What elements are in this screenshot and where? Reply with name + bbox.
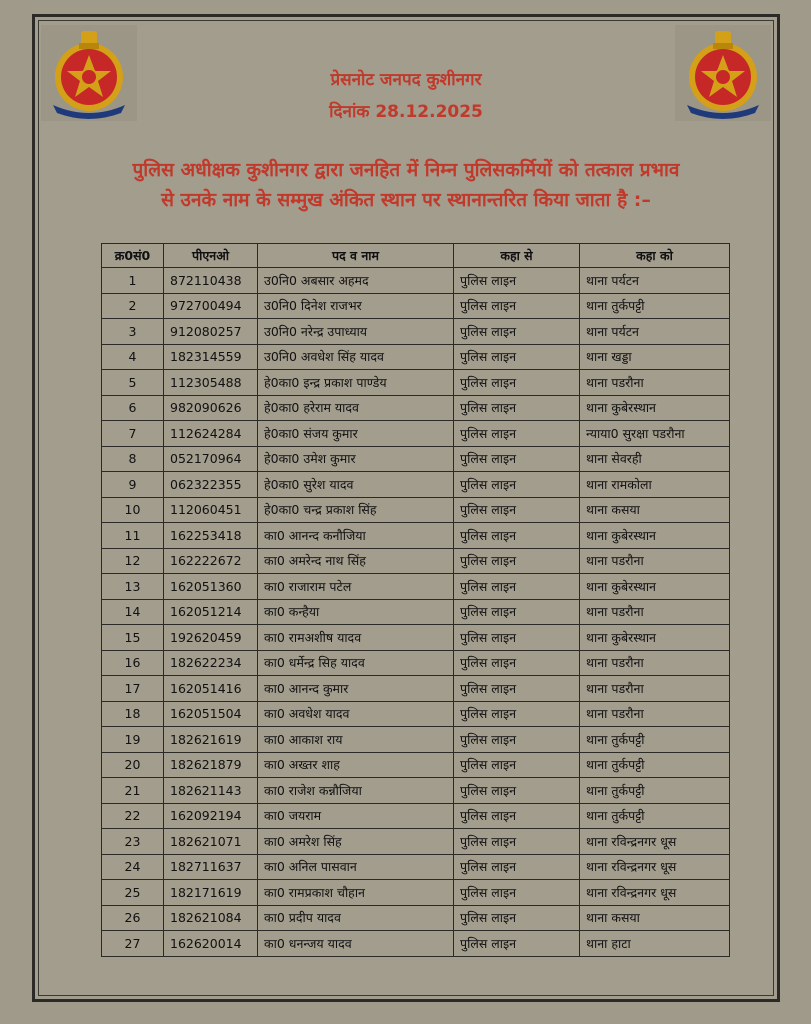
table-row bbox=[102, 701, 730, 727]
to-cell: थाना पडरौना bbox=[580, 650, 730, 676]
to-cell: थाना सेवरही bbox=[580, 446, 730, 472]
pno-cell: 162051214 bbox=[164, 599, 258, 625]
serial-cell: 5 bbox=[102, 370, 164, 396]
rank-name-cell: उ0नि0 अवधेश सिंह यादव bbox=[258, 344, 454, 370]
from-cell: पुलिस लाइन bbox=[454, 523, 580, 549]
pno-cell: 982090626 bbox=[164, 395, 258, 421]
rank-name-cell: का0 अमरेश सिंह bbox=[258, 829, 454, 855]
serial-cell: 2 bbox=[102, 293, 164, 319]
serial-cell: 15 bbox=[102, 625, 164, 651]
table-row bbox=[102, 370, 730, 396]
rank-name-cell: का0 आनन्द कनौजिया bbox=[258, 523, 454, 549]
rank-name-cell: का0 राजाराम पटेल bbox=[258, 574, 454, 600]
notice-line-2: से उनके नाम के सम्मुख अंकित स्थान पर स्थानान्तरित किया जाता है :– bbox=[161, 189, 651, 211]
pno-cell: 162253418 bbox=[164, 523, 258, 549]
table-header-row bbox=[102, 244, 730, 268]
rank-name-cell: का0 राजेश कन्नौजिया bbox=[258, 778, 454, 804]
to-cell: थाना रविन्द्रनगर धूस bbox=[580, 854, 730, 880]
from-cell: पुलिस लाइन bbox=[454, 599, 580, 625]
rank-name-cell: हे0का0 संजय कुमार bbox=[258, 421, 454, 447]
serial-cell: 12 bbox=[102, 548, 164, 574]
table-row bbox=[102, 625, 730, 651]
serial-cell: 21 bbox=[102, 778, 164, 804]
press-note-title: प्रेसनोट जनपद कुशीनगर bbox=[330, 70, 482, 90]
pno-cell: 182621071 bbox=[164, 829, 258, 855]
table-row bbox=[102, 905, 730, 931]
pno-cell: 972700494 bbox=[164, 293, 258, 319]
to-cell: थाना खड्डा bbox=[580, 344, 730, 370]
pno-cell: 112624284 bbox=[164, 421, 258, 447]
pno-cell: 162051360 bbox=[164, 574, 258, 600]
rank-name-cell: का0 धर्मेन्द्र सिह यादव bbox=[258, 650, 454, 676]
notice-line-1: पुलिस अधीक्षक कुशीनगर द्वारा जनहित में निम्न पुलिसकर्मियों को तत्काल प्रभाव bbox=[132, 159, 680, 181]
serial-cell: 14 bbox=[102, 599, 164, 625]
to-cell: थाना पडरौना bbox=[580, 370, 730, 396]
rank-name-cell: का0 रामअशीष यादव bbox=[258, 625, 454, 651]
rank-name-cell: का0 आनन्द कुमार bbox=[258, 676, 454, 702]
table-row bbox=[102, 421, 730, 447]
rank-name-cell: का0 अवधेश यादव bbox=[258, 701, 454, 727]
table-row bbox=[102, 574, 730, 600]
from-cell: पुलिस लाइन bbox=[454, 625, 580, 651]
table-row bbox=[102, 472, 730, 498]
serial-cell: 13 bbox=[102, 574, 164, 600]
table-row bbox=[102, 854, 730, 880]
serial-cell: 7 bbox=[102, 421, 164, 447]
from-cell: पुलिस लाइन bbox=[454, 293, 580, 319]
from-cell: पुलिस लाइन bbox=[454, 650, 580, 676]
transfer-table-body bbox=[102, 268, 730, 957]
table-row bbox=[102, 599, 730, 625]
to-cell: थाना तुर्कपट्टी bbox=[580, 727, 730, 753]
to-cell: थाना तुर्कपट्टी bbox=[580, 778, 730, 804]
pno-cell: 192620459 bbox=[164, 625, 258, 651]
rank-name-cell: का0 अमरेन्द नाथ सिंह bbox=[258, 548, 454, 574]
serial-cell: 23 bbox=[102, 829, 164, 855]
to-cell: थाना पर्यटन bbox=[580, 268, 730, 294]
from-cell: पुलिस लाइन bbox=[454, 319, 580, 345]
from-cell: पुलिस लाइन bbox=[454, 497, 580, 523]
table-row bbox=[102, 497, 730, 523]
rank-name-cell: का0 जयराम bbox=[258, 803, 454, 829]
serial-cell: 11 bbox=[102, 523, 164, 549]
pno-cell: 162092194 bbox=[164, 803, 258, 829]
press-note-date: दिनांक 28.12.2025 bbox=[329, 102, 483, 122]
to-cell: थाना कसया bbox=[580, 497, 730, 523]
pno-cell: 162620014 bbox=[164, 931, 258, 957]
table-row bbox=[102, 395, 730, 421]
table-row bbox=[102, 803, 730, 829]
to-cell: थाना पडरौना bbox=[580, 701, 730, 727]
to-cell: थाना कसया bbox=[580, 905, 730, 931]
to-cell: थाना रामकोला bbox=[580, 472, 730, 498]
table-row bbox=[102, 931, 730, 957]
header-pno: पीएनओ bbox=[164, 244, 258, 268]
pno-cell: 182621143 bbox=[164, 778, 258, 804]
to-cell: थाना रविन्द्रनगर धूस bbox=[580, 829, 730, 855]
table-row bbox=[102, 752, 730, 778]
to-cell: थाना कुबेरस्थान bbox=[580, 625, 730, 651]
from-cell: पुलिस लाइन bbox=[454, 829, 580, 855]
serial-cell: 9 bbox=[102, 472, 164, 498]
serial-cell: 16 bbox=[102, 650, 164, 676]
table-row bbox=[102, 523, 730, 549]
to-cell: थाना कुबेरस्थान bbox=[580, 395, 730, 421]
from-cell: पुलिस लाइन bbox=[454, 574, 580, 600]
rank-name-cell: हे0का0 सुरेश यादव bbox=[258, 472, 454, 498]
table-row bbox=[102, 293, 730, 319]
rank-name-cell: हे0का0 हरेराम यादव bbox=[258, 395, 454, 421]
serial-cell: 27 bbox=[102, 931, 164, 957]
header-serial: क्र0सं0 bbox=[102, 244, 164, 268]
serial-cell: 8 bbox=[102, 446, 164, 472]
serial-cell: 1 bbox=[102, 268, 164, 294]
pno-cell: 112060451 bbox=[164, 497, 258, 523]
rank-name-cell: उ0नि0 नरेन्द्र उपाध्याय bbox=[258, 319, 454, 345]
pno-cell: 182621619 bbox=[164, 727, 258, 753]
serial-cell: 19 bbox=[102, 727, 164, 753]
rank-name-cell: का0 कन्हैया bbox=[258, 599, 454, 625]
rank-name-cell: का0 आकाश राय bbox=[258, 727, 454, 753]
to-cell: थाना रविन्द्रनगर धूस bbox=[580, 880, 730, 906]
pno-cell: 182622234 bbox=[164, 650, 258, 676]
rank-name-cell: उ0नि0 अबसार अहमद bbox=[258, 268, 454, 294]
from-cell: पुलिस लाइन bbox=[454, 268, 580, 294]
header-from: कहा से bbox=[454, 244, 580, 268]
from-cell: पुलिस लाइन bbox=[454, 548, 580, 574]
to-cell: थाना तुर्कपट्टी bbox=[580, 293, 730, 319]
pno-cell: 162222672 bbox=[164, 548, 258, 574]
pno-cell: 872110438 bbox=[164, 268, 258, 294]
pno-cell: 162051504 bbox=[164, 701, 258, 727]
serial-cell: 24 bbox=[102, 854, 164, 880]
serial-cell: 26 bbox=[102, 905, 164, 931]
table-row bbox=[102, 880, 730, 906]
transfer-notice bbox=[85, 155, 727, 215]
table-row bbox=[102, 676, 730, 702]
from-cell: पुलिस लाइन bbox=[454, 880, 580, 906]
to-cell: थाना पडरौना bbox=[580, 676, 730, 702]
from-cell: पुलिस लाइन bbox=[454, 905, 580, 931]
rank-name-cell: का0 रामप्रकाश चौहान bbox=[258, 880, 454, 906]
from-cell: पुलिस लाइन bbox=[454, 803, 580, 829]
header-rank-name: पद व नाम bbox=[258, 244, 454, 268]
serial-cell: 17 bbox=[102, 676, 164, 702]
pno-cell: 182621084 bbox=[164, 905, 258, 931]
to-cell: न्याया0 सुरक्षा पडरौना bbox=[580, 421, 730, 447]
from-cell: पुलिस लाइन bbox=[454, 446, 580, 472]
to-cell: थाना कुबेरस्थान bbox=[580, 523, 730, 549]
pno-cell: 182314559 bbox=[164, 344, 258, 370]
rank-name-cell: का0 अनिल पासवान bbox=[258, 854, 454, 880]
table-row bbox=[102, 344, 730, 370]
rank-name-cell: उ0नि0 दिनेश राजभर bbox=[258, 293, 454, 319]
from-cell: पुलिस लाइन bbox=[454, 344, 580, 370]
rank-name-cell: का0 अख्तर शाह bbox=[258, 752, 454, 778]
rank-name-cell: हे0का0 इन्द्र प्रकाश पाण्डेय bbox=[258, 370, 454, 396]
table-row bbox=[102, 650, 730, 676]
from-cell: पुलिस लाइन bbox=[454, 752, 580, 778]
table-row bbox=[102, 548, 730, 574]
table-row bbox=[102, 829, 730, 855]
rank-name-cell: का0 प्रदीप यादव bbox=[258, 905, 454, 931]
pno-cell: 182171619 bbox=[164, 880, 258, 906]
table-row bbox=[102, 268, 730, 294]
pno-cell: 112305488 bbox=[164, 370, 258, 396]
to-cell: थाना पर्यटन bbox=[580, 319, 730, 345]
document-page bbox=[32, 14, 780, 1002]
transfer-table bbox=[101, 243, 730, 957]
from-cell: पुलिस लाइन bbox=[454, 727, 580, 753]
from-cell: पुलिस लाइन bbox=[454, 854, 580, 880]
pno-cell: 182711637 bbox=[164, 854, 258, 880]
serial-cell: 25 bbox=[102, 880, 164, 906]
from-cell: पुलिस लाइन bbox=[454, 676, 580, 702]
pno-cell: 912080257 bbox=[164, 319, 258, 345]
from-cell: पुलिस लाइन bbox=[454, 421, 580, 447]
serial-cell: 3 bbox=[102, 319, 164, 345]
serial-cell: 22 bbox=[102, 803, 164, 829]
to-cell: थाना पडरौना bbox=[580, 599, 730, 625]
serial-cell: 10 bbox=[102, 497, 164, 523]
from-cell: पुलिस लाइन bbox=[454, 778, 580, 804]
table-row bbox=[102, 727, 730, 753]
to-cell: थाना कुबेरस्थान bbox=[580, 574, 730, 600]
serial-cell: 18 bbox=[102, 701, 164, 727]
from-cell: पुलिस लाइन bbox=[454, 701, 580, 727]
rank-name-cell: हे0का0 उमेश कुमार bbox=[258, 446, 454, 472]
to-cell: थाना हाटा bbox=[580, 931, 730, 957]
to-cell: थाना पडरौना bbox=[580, 548, 730, 574]
pno-cell: 052170964 bbox=[164, 446, 258, 472]
serial-cell: 6 bbox=[102, 395, 164, 421]
from-cell: पुलिस लाइन bbox=[454, 931, 580, 957]
rank-name-cell: का0 धनन्जय यादव bbox=[258, 931, 454, 957]
pno-cell: 062322355 bbox=[164, 472, 258, 498]
pno-cell: 182621879 bbox=[164, 752, 258, 778]
pno-cell: 162051416 bbox=[164, 676, 258, 702]
from-cell: पुलिस लाइन bbox=[454, 395, 580, 421]
serial-cell: 20 bbox=[102, 752, 164, 778]
header-to: कहा को bbox=[580, 244, 730, 268]
table-row bbox=[102, 446, 730, 472]
to-cell: थाना तुर्कपट्टी bbox=[580, 803, 730, 829]
from-cell: पुलिस लाइन bbox=[454, 370, 580, 396]
rank-name-cell: हे0का0 चन्द्र प्रकाश सिंह bbox=[258, 497, 454, 523]
table-row bbox=[102, 778, 730, 804]
to-cell: थाना तुर्कपट्टी bbox=[580, 752, 730, 778]
table-row bbox=[102, 319, 730, 345]
serial-cell: 4 bbox=[102, 344, 164, 370]
from-cell: पुलिस लाइन bbox=[454, 472, 580, 498]
